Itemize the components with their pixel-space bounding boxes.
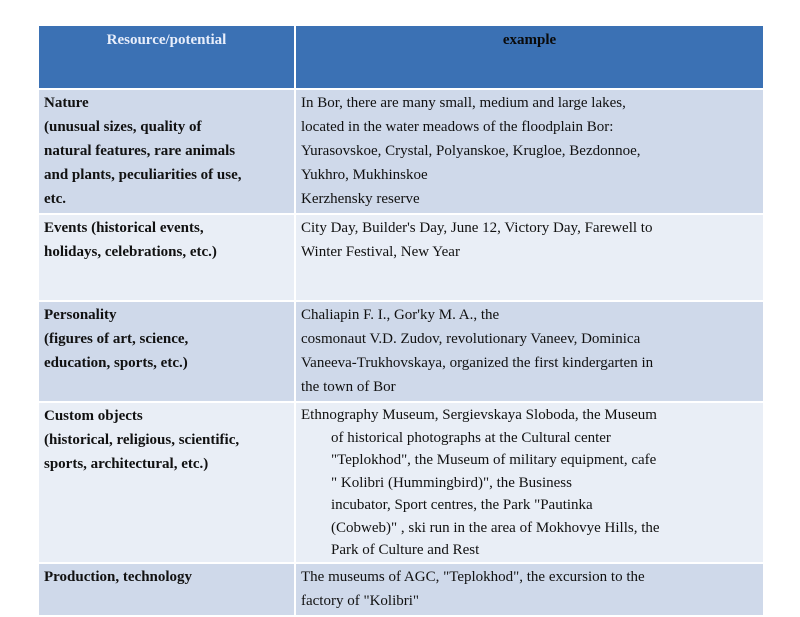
example-line: Winter Festival, New Year (301, 244, 460, 260)
resource-line: (figures of art, science, (44, 331, 189, 347)
resource-line: Nature (44, 95, 89, 111)
example-cell (295, 89, 764, 214)
resource-line: Custom objects (44, 408, 143, 424)
example-line: factory of "Kolibri" (301, 593, 420, 609)
resource-line: etc. (44, 191, 67, 207)
example-line: located in the water meadows of the floodplain Bor: (301, 119, 614, 135)
example-line: The museums of AGC, "Teplokhod", the excursion to the (301, 569, 645, 585)
resource-line: Events (historical events, (44, 220, 204, 236)
example-line: (Cobweb)" , ski run in the area of Mokhovye Hills, the (331, 519, 660, 536)
resources-table (37, 24, 765, 617)
example-line: Park of Culture and Rest (331, 542, 480, 558)
example-line: Yukhro, Mukhinskoe (301, 167, 428, 183)
example-line: Kerzhensky reserve (301, 191, 420, 207)
resource-line: (historical, religious, scientific, (44, 432, 240, 448)
example-line: In Bor, there are many small, medium and large lakes, (301, 95, 626, 111)
example-line: incubator, Sport centres, the Park "Pautinka (331, 497, 593, 513)
resource-line: (unusual sizes, quality of (44, 119, 202, 135)
example-line: " Kolibri (Hummingbird)", the Business (331, 474, 572, 491)
header-example: example (295, 25, 764, 89)
example-line: cosmonaut V.D. Zudov, revolutionary Vaneev, Dominica (301, 331, 641, 347)
resource-cell (38, 214, 295, 301)
resource-cell (38, 563, 295, 616)
table-row-custom-objects (38, 402, 764, 563)
header-resource: Resource/potential (38, 25, 295, 89)
example-line: City Day, Builder's Day, June 12, Victory Day, Farewell to (301, 220, 653, 236)
example-line: Yurasovskoe, Crystal, Polyanskoe, Krugloe, Bezdonnoe, (301, 143, 641, 159)
example-line: the town of Bor (301, 379, 396, 395)
example-line: of historical photographs at the Cultural center (331, 429, 611, 446)
table-row-nature (38, 89, 764, 214)
table-row-personality (38, 301, 764, 402)
resource-line: and plants, peculiarities of use, (44, 167, 242, 183)
example-cell (295, 402, 764, 563)
resource-line: education, sports, etc.) (44, 355, 188, 371)
table-row-production (38, 563, 764, 616)
example-line: "Teplokhod", the Museum of military equipment, cafe (331, 452, 657, 468)
resource-cell (38, 89, 295, 214)
resource-line: Production, technology (44, 569, 193, 585)
resource-line: holidays, celebrations, etc.) (44, 244, 217, 260)
example-cell (295, 214, 764, 301)
example-cell (295, 563, 764, 616)
resource-line: sports, architectural, etc.) (44, 456, 209, 472)
example-line: Vaneeva-Trukhovskaya, organized the first kindergarten in (301, 355, 654, 371)
table-header-row (38, 25, 764, 89)
resource-line: natural features, rare animals (44, 143, 236, 159)
example-line: Chaliapin F. I., Gor'ky M. A., the (301, 307, 500, 323)
example-cell (295, 301, 764, 402)
example-line: Ethnography Museum, Sergievskaya Sloboda, the Museum (301, 407, 657, 423)
table-row-events (38, 214, 764, 301)
resource-line: Personality (44, 307, 117, 323)
resource-cell (38, 301, 295, 402)
resource-cell (38, 402, 295, 563)
